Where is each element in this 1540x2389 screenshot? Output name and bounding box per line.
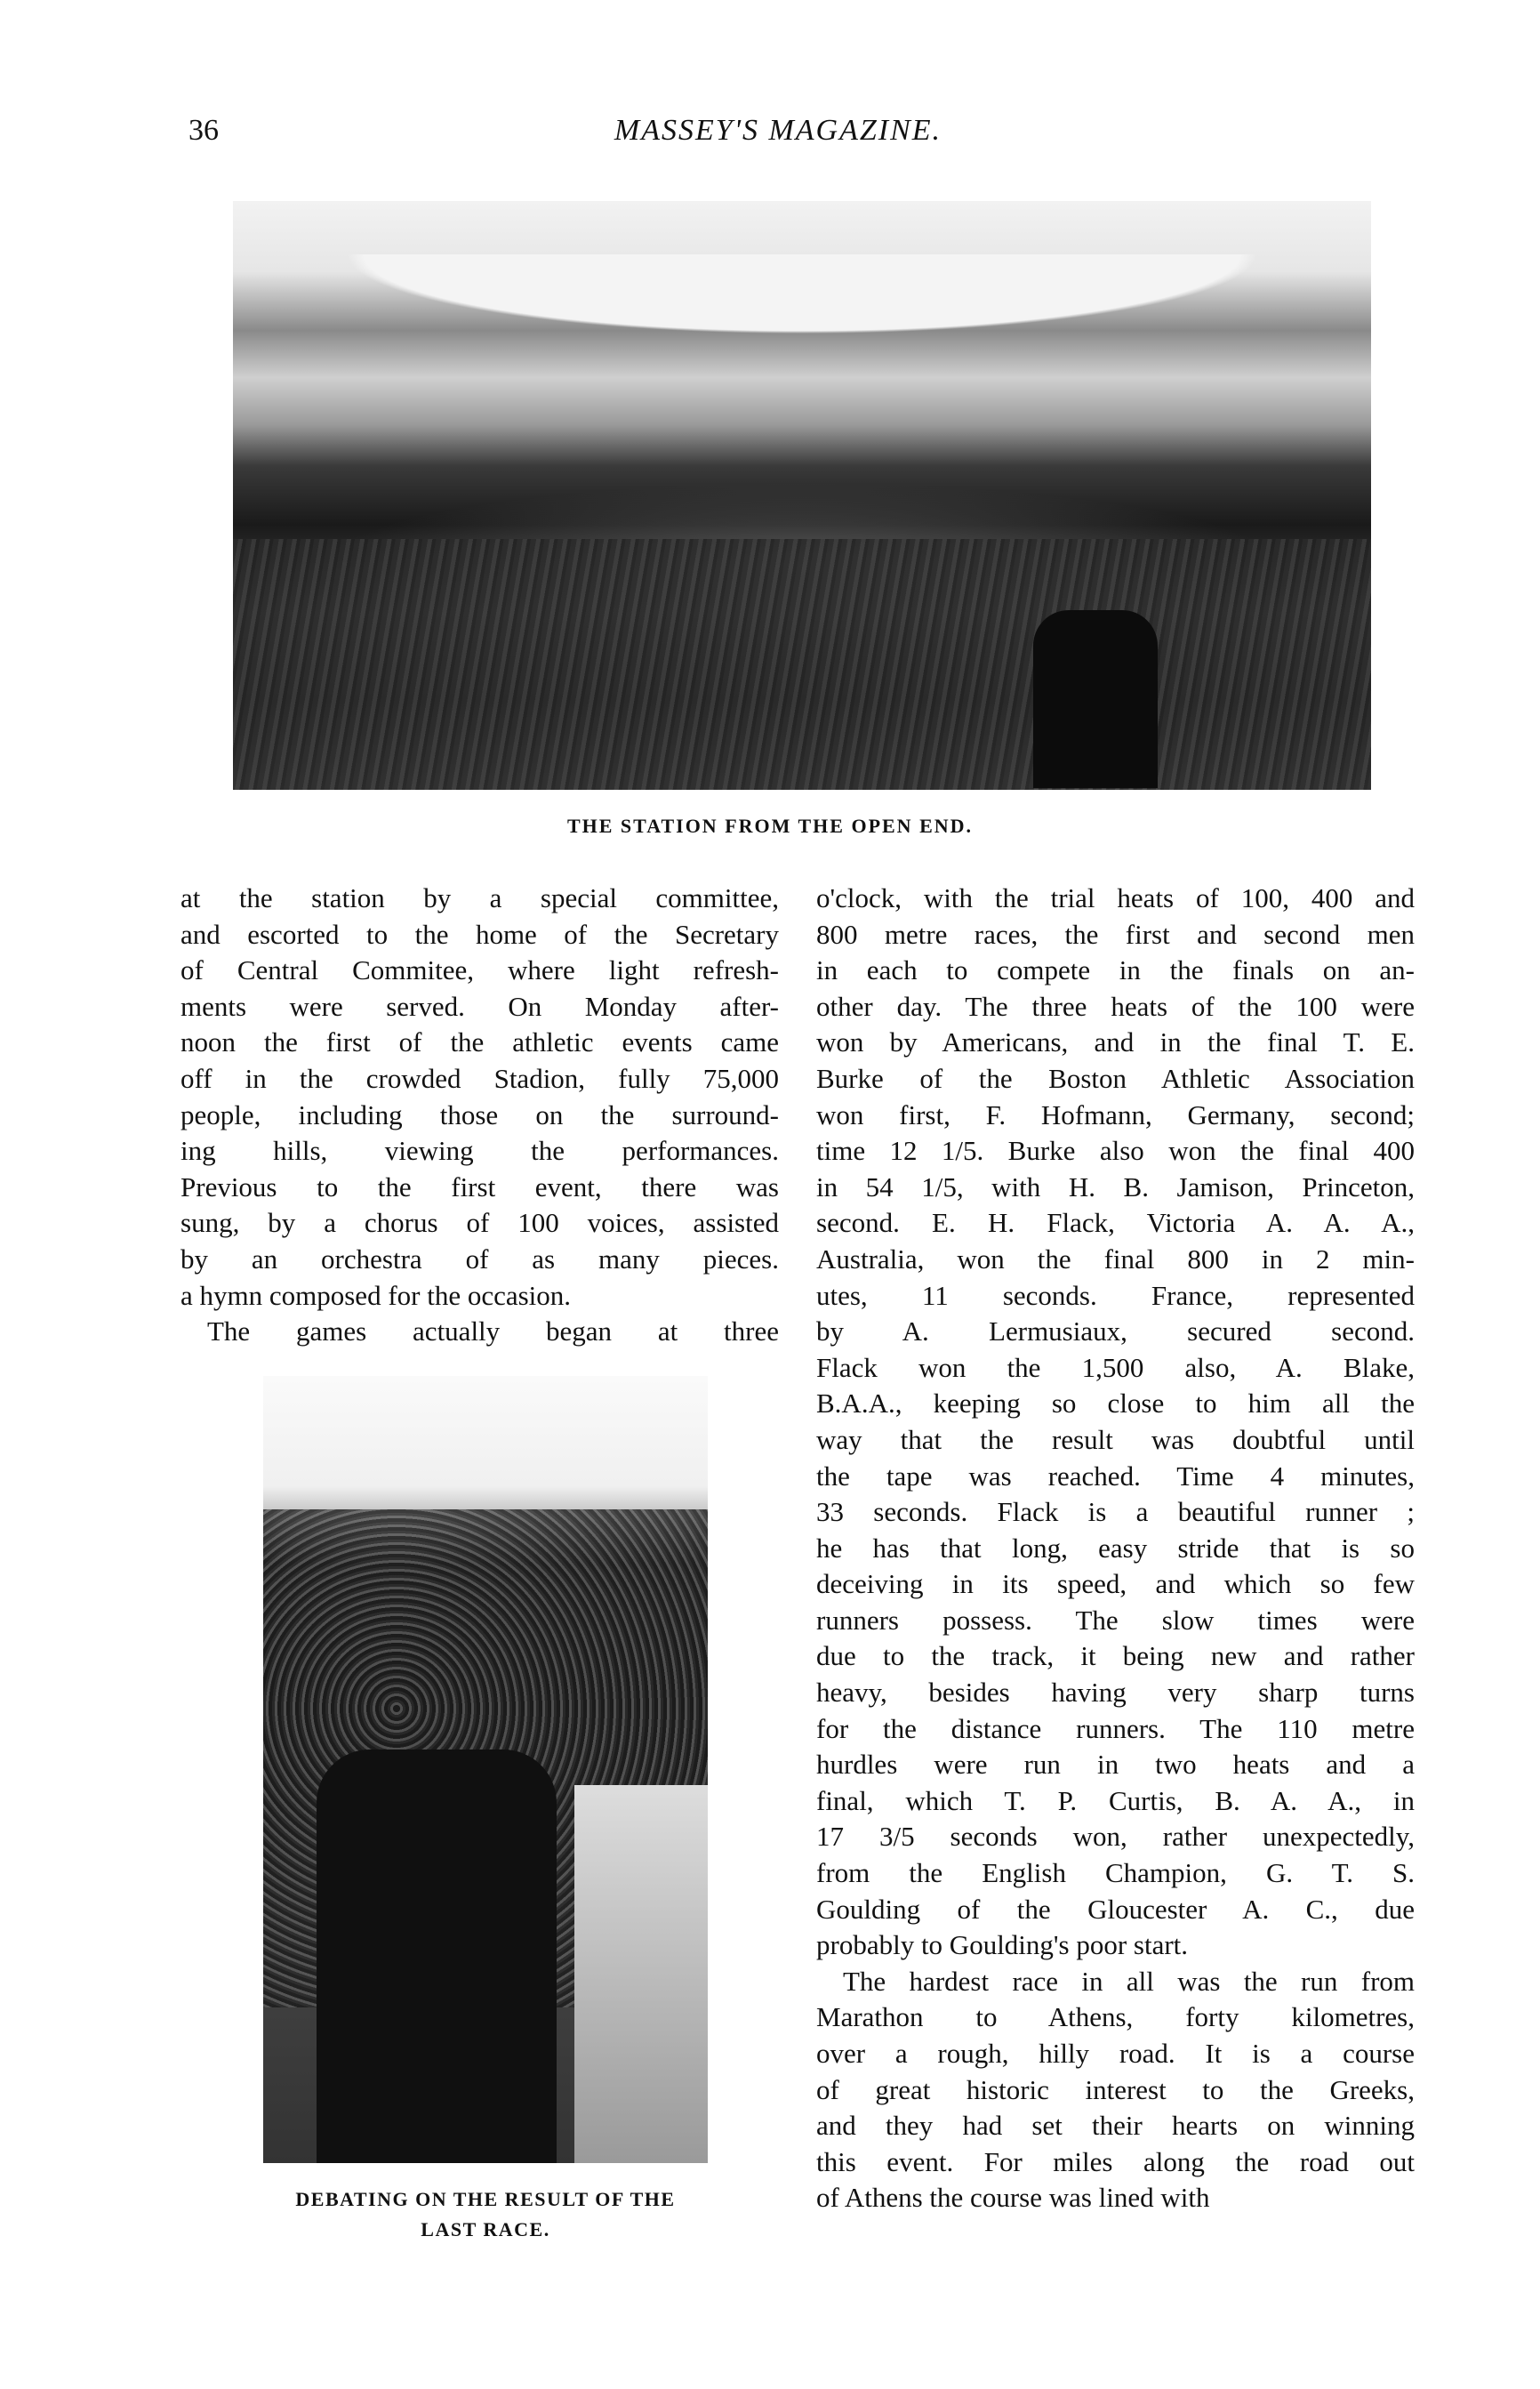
text-line: heavy, besides having very sharp turns — [816, 1677, 1415, 1709]
text-line: Burke of the Boston Athletic Association — [816, 1062, 1415, 1094]
text-line: probably to Goulding's poor start. — [816, 1929, 1189, 1961]
text-line: o'clock, with the trial heats of 100, 400 and — [816, 882, 1415, 913]
text-line: won first, F. Hofmann, Germany, second; — [816, 1098, 1415, 1130]
text-line: off in the crowded Stadion, fully 75,000 — [180, 1062, 779, 1094]
text-line: 800 metre races, the first and second men — [816, 918, 1415, 950]
text-line: won by Americans, and in the final T. E. — [816, 1026, 1415, 1058]
text-line: time 12 1/5. Burke also won the final 400 — [816, 1135, 1415, 1167]
text-line: Marathon to Athens, forty kilometres, — [816, 2001, 1415, 2033]
photo-caption — [219, 2184, 752, 2245]
text-line: in 54 1/5, with H. B. Jamison, Princeton, — [816, 1170, 1415, 1203]
text-line: at the station by a special committee, — [180, 882, 779, 913]
text-line: B.A.A., keeping so close to him all the — [816, 1388, 1415, 1420]
text-line: ing hills, viewing the performances. — [180, 1135, 779, 1167]
text-line: ments were served. On Monday after- — [180, 990, 779, 1022]
text-line: he has that long, easy stride that is so — [816, 1532, 1415, 1564]
text-line: by an orchestra of as many pieces. — [180, 1243, 779, 1275]
text-line: and they had set their hearts on winning — [816, 2110, 1415, 2142]
text-line: a hymn composed for the occasion. — [180, 1279, 572, 1311]
text-line: noon the first of the athletic events came — [180, 1026, 779, 1058]
text-line: 17 3/5 seconds won, rather unexpectedly, — [816, 1821, 1415, 1853]
text-line: of Central Commitee, where light refresh- — [180, 954, 779, 986]
text-line: second. E. H. Flack, Victoria A. A. A., — [816, 1207, 1415, 1239]
text-line: by A. Lermusiaux, secured second. — [816, 1315, 1415, 1347]
text-line: the tape was reached. Time 4 minutes, — [816, 1460, 1415, 1492]
text-line: runners possess. The slow times were — [816, 1604, 1415, 1636]
text-line: sung, by a chorus of 100 voices, assisted — [180, 1207, 779, 1239]
right-text-column — [816, 881, 1415, 2216]
text-line: Australia, won the final 800 in 2 min- — [816, 1243, 1415, 1275]
text-line: this event. For miles along the road out — [816, 2145, 1415, 2177]
text-line: for the distance runners. The 110 metre — [816, 1712, 1415, 1744]
text-line: deceiving in its speed, and which so few — [816, 1568, 1415, 1600]
text-line: Previous to the first event, there was — [180, 1170, 779, 1203]
text-line: The games actually began at three — [207, 1315, 779, 1347]
text-line: utes, 11 seconds. France, represented — [816, 1279, 1415, 1311]
text-line: of Athens the course was lined with — [816, 2182, 1210, 2214]
text-line: The hardest race in all was the run from — [843, 1965, 1415, 1997]
caption-line: LAST RACE. — [421, 2218, 550, 2240]
text-line: due to the track, it being new and rather — [816, 1640, 1415, 1672]
text-line: way that the result was doubtful until — [816, 1423, 1415, 1455]
text-line: Flack won the 1,500 also, A. Blake, — [816, 1351, 1415, 1383]
stadium-field — [233, 539, 1371, 790]
text-line: 33 seconds. Flack is a beautiful runner ; — [816, 1496, 1415, 1528]
text-line: of great historic interest to the Greeks, — [816, 2073, 1415, 2105]
photo-caption: THE STATION FROM THE OPEN END. — [566, 815, 974, 837]
text-line: hurdles were run in two heats and a — [816, 1749, 1415, 1781]
text-line: in each to compete in the finals on an- — [816, 954, 1415, 986]
text-line: and escorted to the home of the Secretary — [180, 918, 779, 950]
page-number: 36 — [188, 114, 219, 147]
stadium-photo — [233, 201, 1371, 790]
standing-figures — [1033, 610, 1158, 788]
caption-line: DEBATING ON THE RESULT OF THE — [295, 2188, 676, 2210]
debating-men — [317, 1750, 557, 2163]
text-line: other day. The three heats of the 100 were — [816, 990, 1415, 1022]
text-line: people, including those on the surround- — [180, 1098, 779, 1130]
text-line: final, which T. P. Curtis, B. A. A., in — [816, 1784, 1415, 1816]
crowd-photo — [263, 1376, 708, 2163]
stadium-stands — [233, 254, 1371, 486]
text-line: Goulding of the Gloucester A. C., due — [816, 1893, 1415, 1925]
text-line: over a rough, hilly road. It is a course — [816, 2038, 1415, 2069]
running-title: MASSEY'S MAGAZINE. — [614, 114, 942, 147]
text-line: from the English Champion, G. T. S. — [816, 1857, 1415, 1889]
track — [574, 1785, 708, 2163]
left-text-column — [180, 881, 779, 1350]
